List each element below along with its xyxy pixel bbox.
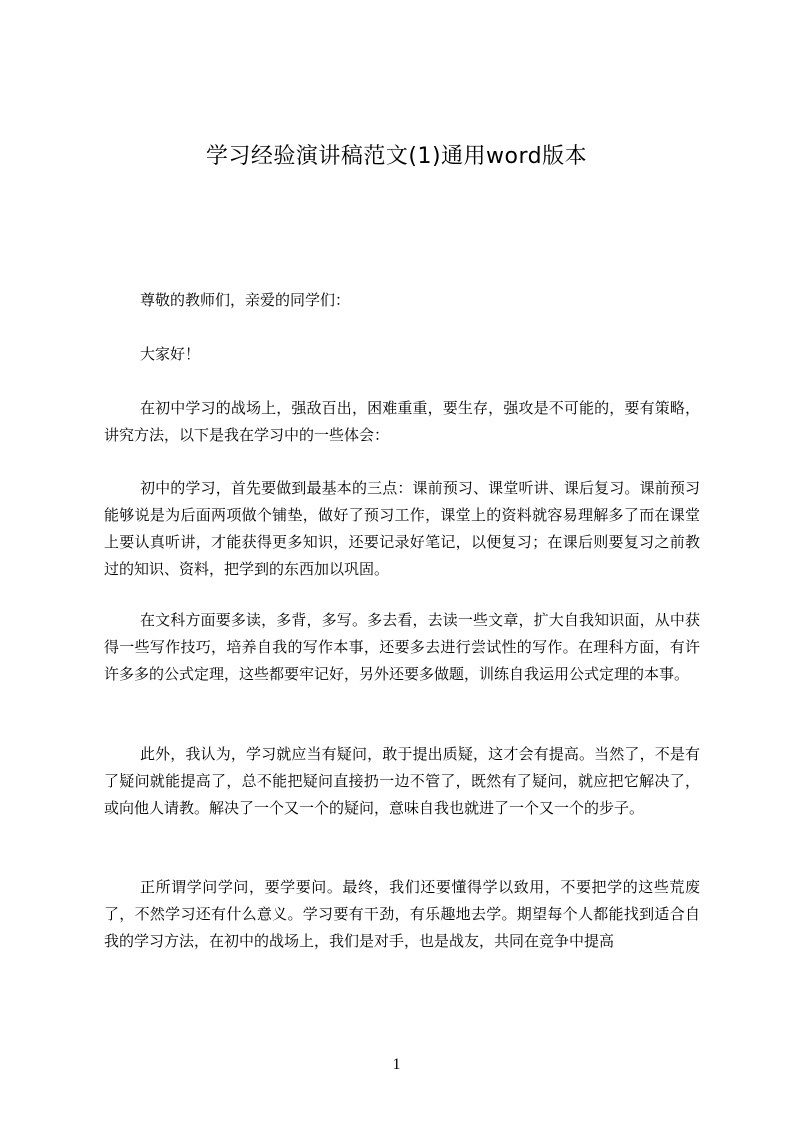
paragraph-conclusion: 正所谓学问学问，要学要问。最终，我们还要懂得学以致用，不要把学的这些荒废了，不然学习还有什么意义。学习要有干劲，有乐趣地去学。期望每个人都能找到适合自我的学习方法，在初中的战场上，我们是对手，也是战友，共同在竞争中提高: [104, 878, 700, 950]
greeting: 大家好！: [140, 345, 201, 363]
paragraph-intro: 在初中学习的战场上，强敌百出，困难重重，要生存，强攻是不可能的，要有策略，讲究方法，以下是我在学习中的一些体会：: [104, 399, 700, 444]
paragraph-questions: 此外，我认为，学习就应当有疑问，敢于提出质疑，这才会有提高。当然了，不是有了疑问就能提高了，总不能把疑问直接扔一边不管了，既然有了疑问，就应把它解决了，或向他人请教。解决了一个又一个的疑问，意味自我也就进了一个又一个的步子。: [104, 745, 700, 817]
page-number: 1: [392, 1056, 401, 1073]
paragraph-study-basics: 初中的学习，首先要做到最基本的三点：课前预习、课堂听讲、课后复习。课前预习能够说是为后面两项做个铺垫，做好了预习工作，课堂上的资料就容易理解多了而在课堂上要认真听讲，才能获得更多知识，还要记录好笔记，以便复习；在课后则要复习之前教过的知识、资料，把学到的东西加以巩固。: [104, 479, 700, 578]
salutation: 尊敬的教师们，亲爱的同学们：: [140, 291, 351, 309]
paragraph-arts-science: 在文科方面要多读，多背，多写。多去看，去读一些文章，扩大自我知识面，从中获得一些写作技巧，培养自我的写作本事，还要多去进行尝试性的写作。在理科方面，有许许多多的公式定理，这些都要牢记好，另外还要多做题，训练自我运用公式定理的本事。: [104, 611, 700, 683]
document-title: 学习经验演讲稿范文(1)通用word版本: [205, 144, 588, 169]
